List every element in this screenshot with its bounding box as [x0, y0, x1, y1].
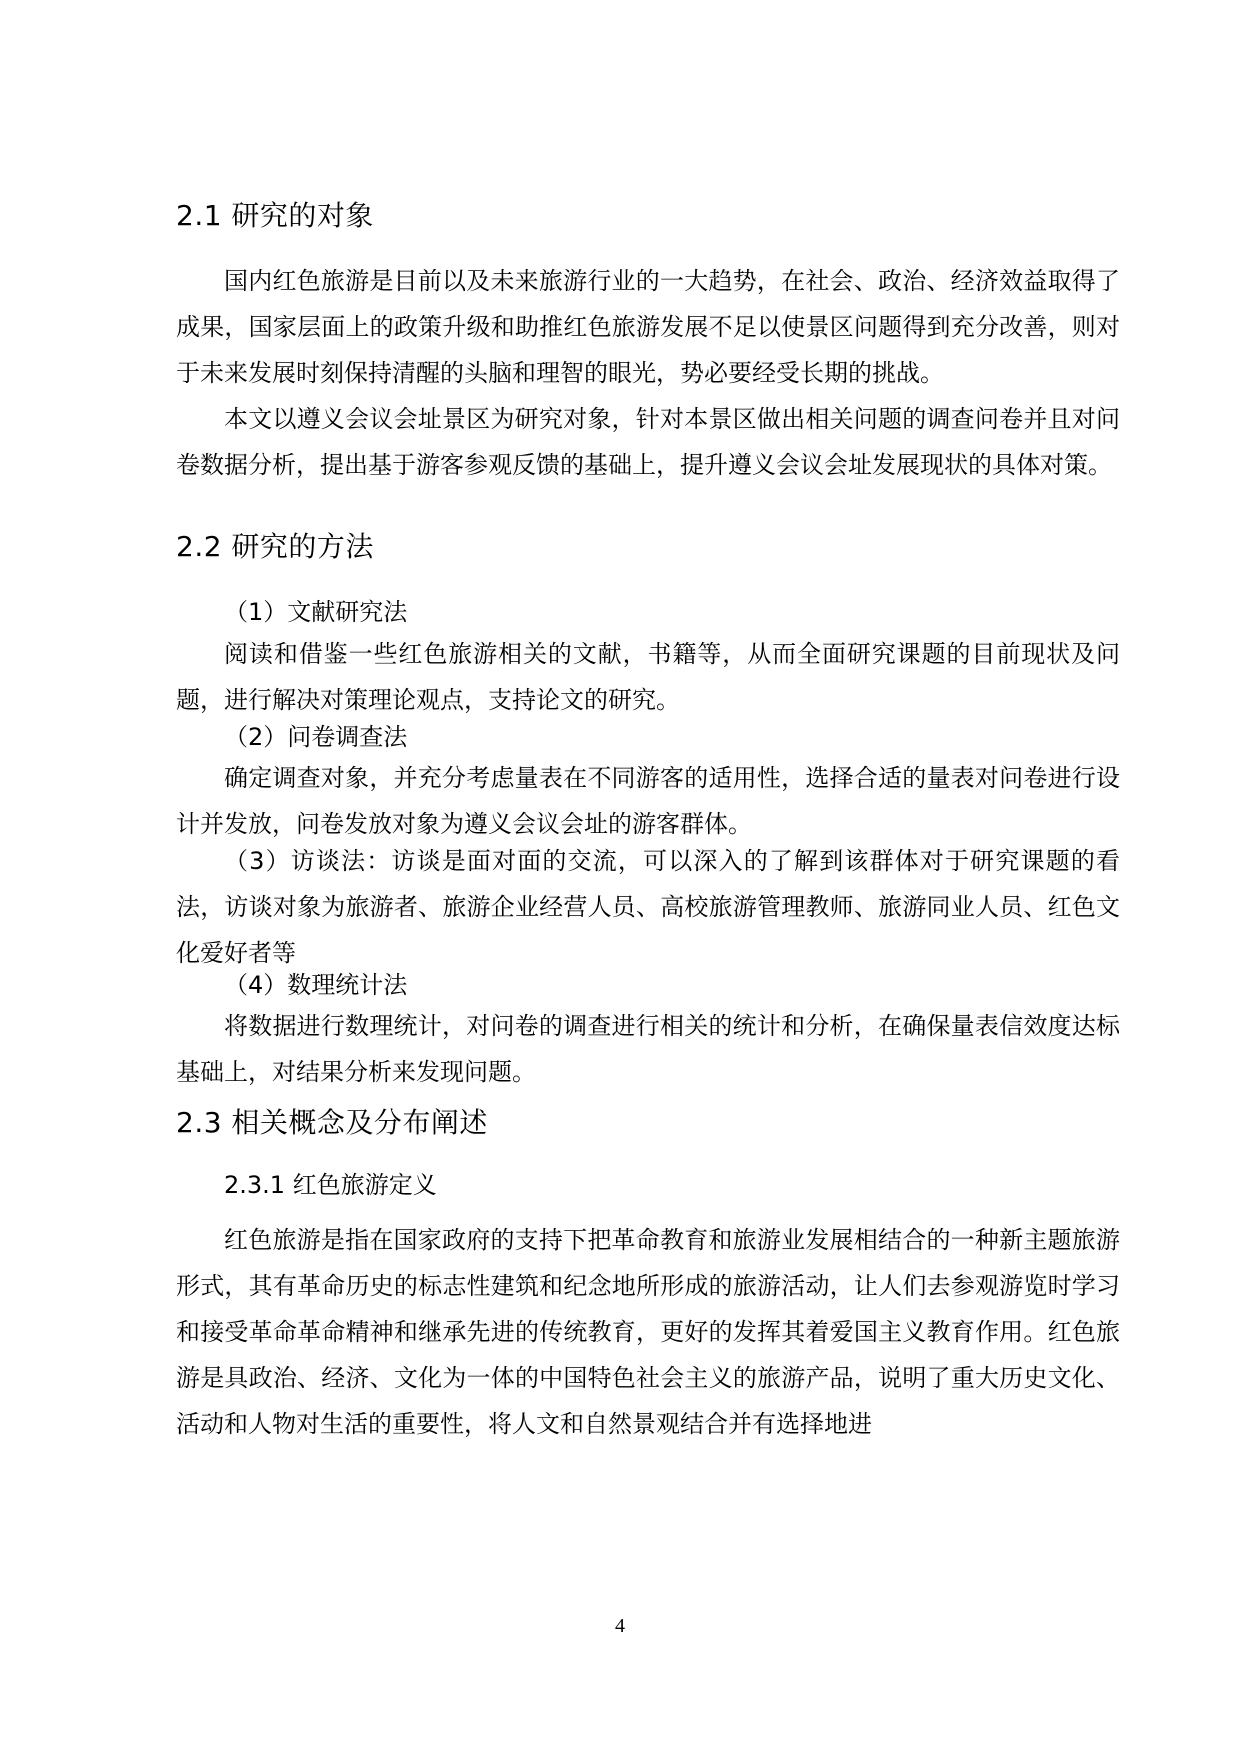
section-heading-2-2: 2.2 研究的方法: [176, 530, 374, 563]
paragraph: 国内红色旅游是目前以及未来旅游行业的一大趋势，在社会、政治、经济效益取得了成果，国家层面上的政策升级和助推红色旅游发展不足以使景区问题得到充分改善，则对于未来发展时刻保持清醒的头脑和理智的眼光，势必要经受长期的挑战。: [176, 267, 1120, 387]
page-number: 4: [615, 1615, 625, 1637]
section-heading-2-1: 2.1 研究的对象: [176, 199, 374, 232]
method-label: （1）文献研究法: [224, 598, 408, 626]
paragraph: 本文以遵义会议会址景区为研究对象，针对本景区做出相关问题的调查问卷并且对问卷数据分析，提出基于游客参观反馈的基础上，提升遵义会议会址发展现状的具体对策。: [176, 405, 1120, 479]
method-label: （2）问卷调查法: [224, 723, 408, 751]
method-label: （4）数理统计法: [224, 971, 408, 999]
paragraph: 红色旅游是指在国家政府的支持下把革命教育和旅游业发展相结合的一种新主题旅游形式，其有革命历史的标志性建筑和纪念地所形成的旅游活动，让人们去参观游览时学习和接受革命革命精神和继承先进的传统教育，更好的发挥其着爱国主义教育作用。红色旅游是具政治、经济、文化为一体的中国特色社会主义的旅游产品，说明了重大历史文化、活动和人物对生活的重要性，将人文和自然景观结合并有选择地进: [176, 1226, 1120, 1438]
section-heading-2-3: 2.3 相关概念及分布阐述: [176, 1106, 488, 1139]
method-description: 将数据进行数理统计，对问卷的调查进行相关的统计和分析，在确保量表信效度达标基础上，对结果分析来发现问题。: [176, 1012, 1120, 1086]
method-description: 确定调查对象，并充分考虑量表在不同游客的适用性，选择合适的量表对问卷进行设计并发放，问卷发放对象为遵义会议会址的游客群体。: [176, 764, 1120, 838]
method-description: 阅读和借鉴一些红色旅游相关的文献，书籍等，从而全面研究课题的目前现状及问题，进行解决对策理论观点，支持论文的研究。: [176, 640, 1120, 714]
method-description: （3）访谈法：访谈是面对面的交流，可以深入的了解到该群体对于研究课题的看法，访谈对象为旅游者、旅游企业经营人员、高校旅游管理教师、旅游同业人员、红色文化爱好者等: [176, 847, 1120, 967]
subsection-heading-2-3-1: 2.3.1 红色旅游定义: [224, 1171, 437, 1199]
